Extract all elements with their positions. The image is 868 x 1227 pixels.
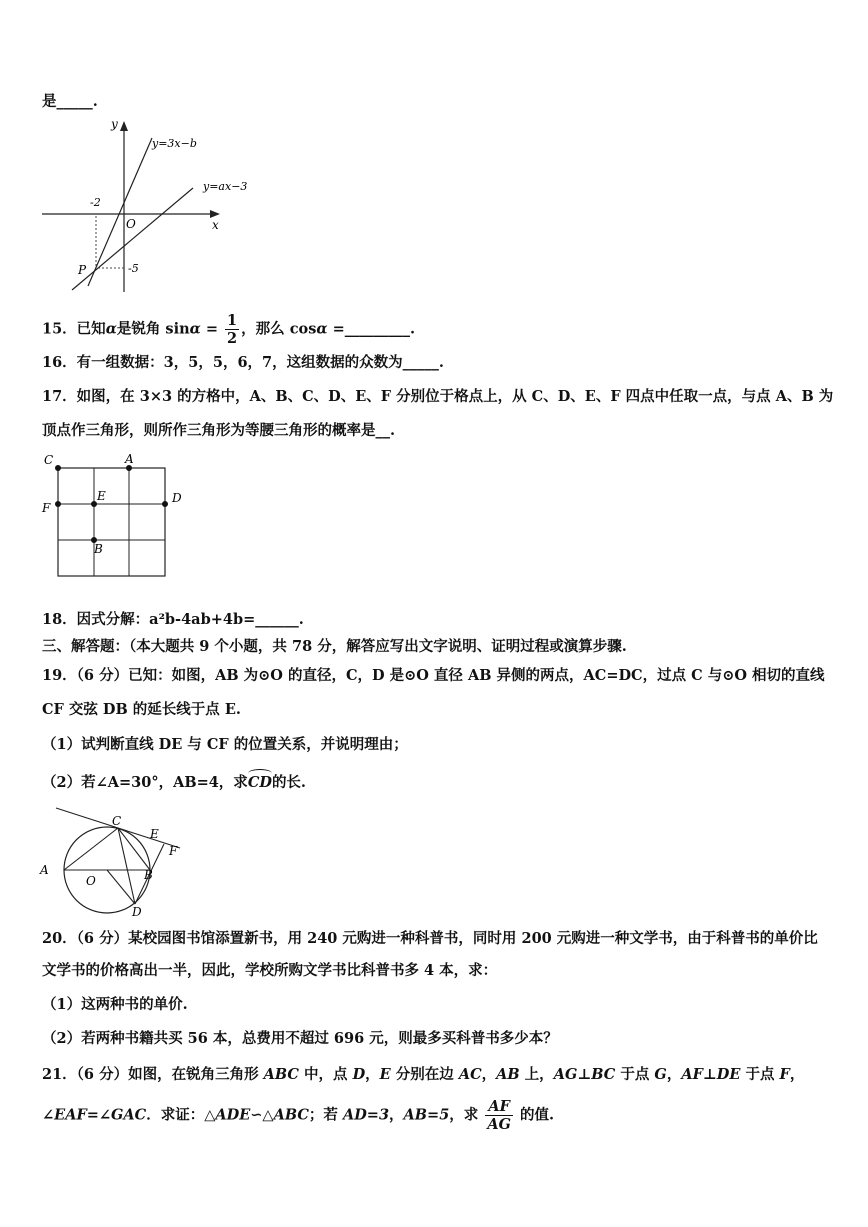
label-d: D	[172, 491, 182, 505]
label-point-p: P	[78, 263, 87, 277]
q19-line1: 19．（6 分）已知：如图，AB 为⊙O 的直径，C，D 是⊙O 直径 AB 异侧的两点，AC=DC，过点 C 与⊙O 相切的直线	[42, 667, 825, 684]
label-tick-y: -5	[128, 262, 139, 275]
label-e: E	[150, 827, 159, 841]
label-b: B	[144, 868, 153, 882]
label-c: C	[44, 453, 54, 467]
q17-grid	[38, 450, 188, 580]
label-a: A	[125, 452, 134, 466]
q21-line2: ∠EAF=∠GAC．求证：△ADE∽△ABC；若 AD=3，AB=5，求 $\frac{AF}{AG}$ 的值.	[42, 1098, 555, 1133]
fraction-af-over-ag: $\frac{AF}{AG}$	[487, 1098, 511, 1133]
label-y: y	[111, 117, 118, 131]
point-c	[55, 465, 61, 471]
q14-graph	[38, 116, 260, 296]
label-c: C	[112, 814, 122, 828]
fraction-one-half: $\frac{1}{2}$	[227, 312, 238, 347]
arc-cd: CD	[247, 774, 272, 791]
q17-line2: 顶点作三角形，则所作三角形为等腰三角形的概率是__.	[42, 422, 396, 439]
section3-heading: 三、解答题：（本大题共 9 个小题，共 78 分，解答应写出文字说明、证明过程或演算步骤.	[42, 638, 627, 655]
label-f: F	[169, 844, 178, 858]
q15: 15．已知α是锐角 sinα = $\frac{1}{2}$ ，那么 cosα =_________.	[42, 312, 416, 347]
q16: 16．有一组数据：3，5，5，6，7，这组数据的众数为_____.	[42, 354, 444, 371]
q19-circle-figure	[38, 800, 188, 918]
q19-part1: （1）试判断直线 DE 与 CF 的位置关系，并说明理由；	[42, 736, 408, 753]
label-b: B	[94, 542, 103, 556]
q19-line2: CF 交弦 DB 的延长线于点 E.	[42, 701, 241, 718]
grid-border	[58, 468, 165, 576]
q19-part2: （2）若∠A=30°，AB=4，求CD的长.	[42, 774, 306, 791]
label-line1: y=3x−b	[152, 137, 197, 150]
line-3x-b	[88, 138, 152, 286]
q14-tail: 是_____.	[42, 93, 98, 110]
x-axis-arrow	[210, 210, 220, 218]
q18: 18．因式分解：a²b-4ab+4b=______.	[42, 611, 304, 628]
label-f: F	[42, 501, 51, 515]
label-o: O	[86, 874, 96, 888]
y-axis-arrow	[120, 121, 128, 131]
label-tick-x: -2	[90, 196, 101, 209]
label-line2: y=ax−3	[203, 180, 248, 193]
label-origin: O	[126, 217, 136, 231]
label-x: x	[212, 218, 219, 232]
q20-line2: 文学书的价格高出一半，因此，学校所购文学书比科普书多 4 本，求：	[42, 962, 498, 979]
q20-part1: （1）这两种书的单价.	[42, 996, 188, 1013]
point-d	[162, 501, 168, 507]
point-f	[55, 501, 61, 507]
q20-part2: （2）若两种书籍共买 56 本，总费用不超过 696 元，则最多买科普书多少本？	[42, 1030, 558, 1047]
q17-line1: 17．如图，在 3×3 的方格中，A、B、C、D、E、F 分别位于格点上，从 C、D、E、F 四点中任取一点，与点 A、B 为	[42, 388, 834, 405]
segment-ac	[64, 828, 118, 870]
q20-line1: 20．（6 分）某校园图书馆添置新书，用 240 元购进一种科普书，同时用 200 元购进一种文学书，由于科普书的单价比	[42, 930, 818, 947]
q21-line1: 21．（6 分）如图，在锐角三角形 ABC 中，点 D，E 分别在边 AC，AB 上，AG⊥BC 于点 G，AF⊥DE 于点 F，	[42, 1066, 805, 1083]
label-e: E	[97, 489, 106, 503]
label-d: D	[132, 905, 142, 918]
label-a: A	[40, 863, 49, 877]
